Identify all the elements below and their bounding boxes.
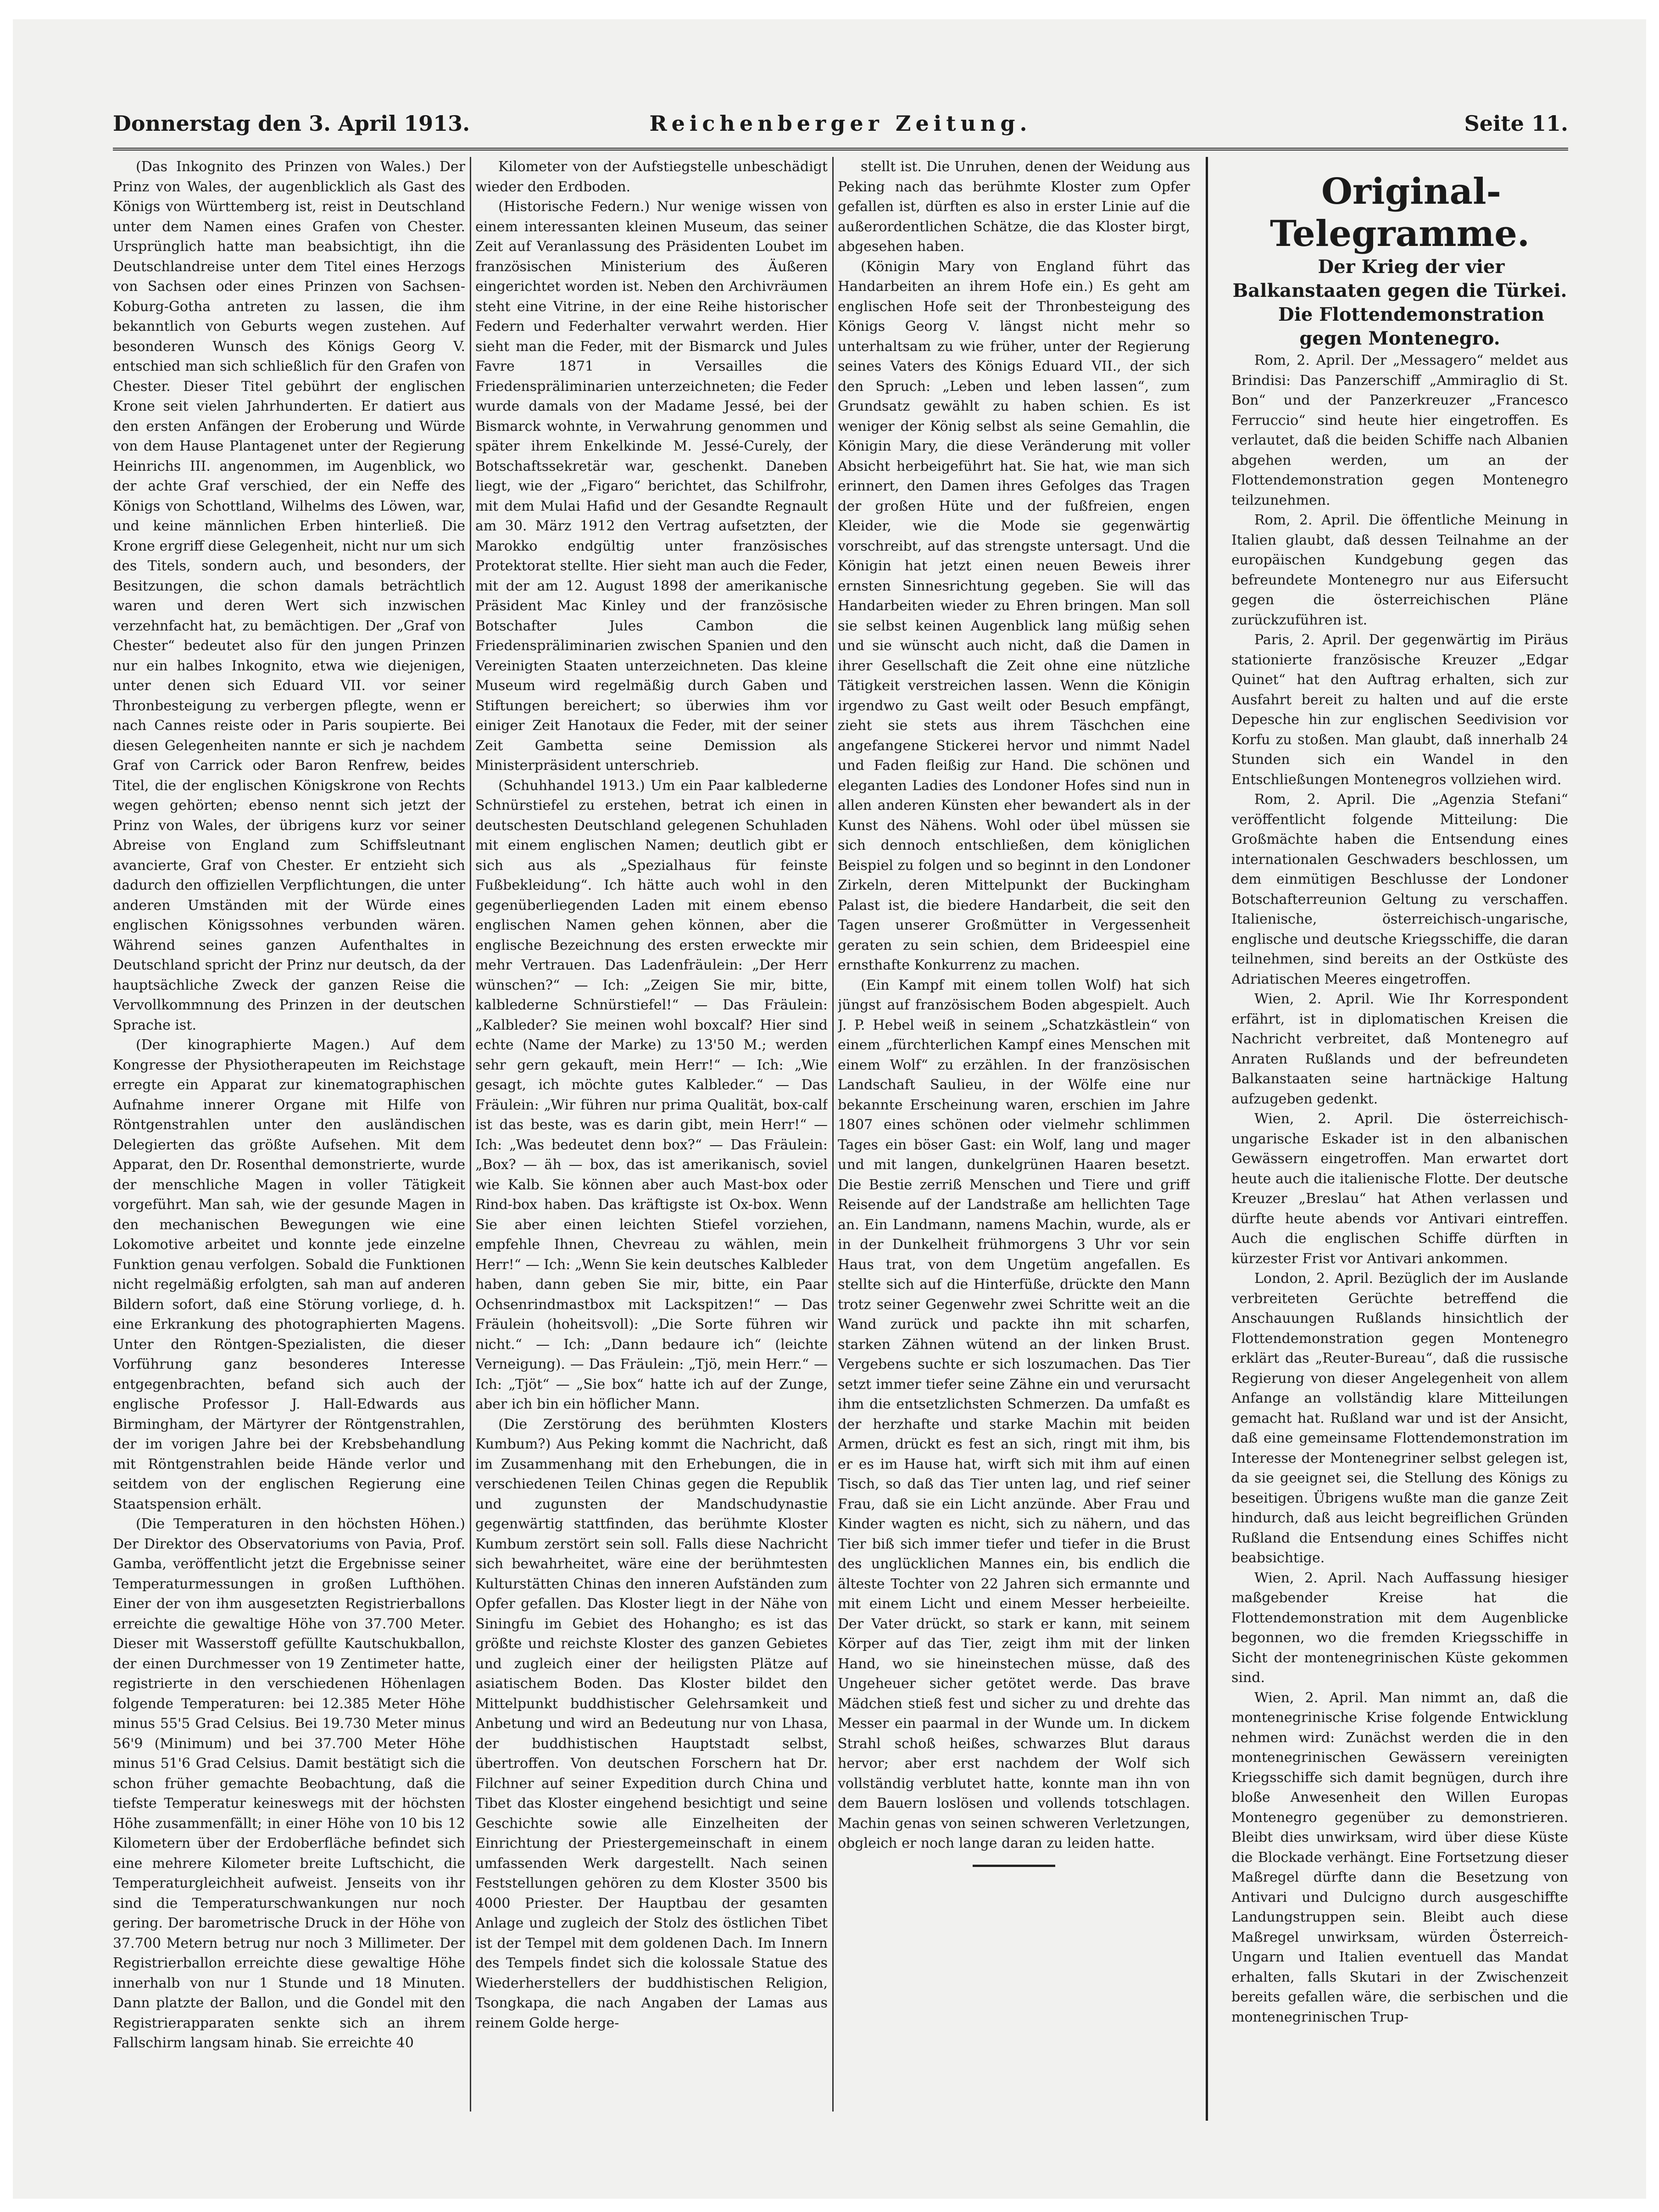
section-subheading: Der Krieg der vier Balkanstaaten gegen die Türkei. bbox=[1232, 256, 1567, 301]
telegram: London, 2. April. Bezüglich der im Auslande verbreiteten Gerüchte betreffend die Anschauungen Rußlands hinsichtlich der Flottendemonstration gegen Montenegro erklärt das „Reuter-Bureau“, daß die russische Regierung von dieser Angelegenheit von allem Anfange an vollständig klare Mitteilungen gemacht hat. Rußland war und ist der Ansicht, daß eine gemeinsame Flottendemonstration im Interesse der Montenegriner selbst gelegen ist, da sie geeignet sei, die Stellung des Königs zu beseitigen. Übrigens wußte man die ganze Zeit hindurch, daß aus leicht begreiflichen Gründen Rußland die Entsendung eines Schiffes nicht beabsichtige. bbox=[1231, 1270, 1568, 1566]
telegram: Wien, 2. April. Die österreichisch-ungarische Eskader ist in den albanischen Gewässern eingetroffen. Man erwartet dort heute auch die italienische Flotte. Der deutsche Kreuzer „Breslau“ hat Athen verlassen und dürfte heute abends vor Antivari eintreffen. Auch die englischen Schiffe dürften in kürzester Frist vor Antivari ankommen. bbox=[1231, 1111, 1568, 1267]
article-prince-of-wales: (Das Inkognito des Prinzen von Wales.) Der Prinz von Wales, der augenblicklich als Gast des Königs von Württemberg ist, reist in Deutschland unter dem Namen eines Grafen von Chester. Ursprünglich hatte man beabsichtigt, ihn die Deutschlandreise unter dem Titel eines Herzogs von Sachsen oder eines Prinzen von Sachsen-Koburg-Gotha antreten zu lassen, die ihm bekanntlich von Geburts wegen zustehen. Auf besonderen Wunsch des Königs Georg V. entschied man sich schließlich für den Grafen von Chester. Dieser Titel gebührt der englischen Krone seit vielen Jahrhunderten. Er datiert aus den ersten Anfängen der Eroberung und Würde von dem Hause Plantagenet unter der Regierung Heinrichs III. angenommen, im Augenblick, wo der achte Graf verschied, der ein Neffe des Königs von Schottland, Wilhelms des Löwen, war, und keine männlichen Erben hinterließ. Die Krone ergriff diese Gelegenheit, nicht nur um sich des Titels, sondern auch, und besonders, der Besitzungen, die schon damals beträchtlich waren und deren Wert sich inzwischen verzehnfacht hat, zu bemächtigen. Der „Graf von Chester“ bedeutet also für den jungen Prinzen nur ein halbes Inkognito, etwa wie diejenigen, unter denen sich Eduard VII. vor seiner Thronbesteigung zu verbergen pflegte, wenn er nach Cannes reiste oder in Paris soupierte. Bei diesen Gelegenheiten nannte er sich je nachdem Graf von Carrick oder Baron Renfrew, beides Titel, die der englischen Königskrone von Rechts wegen gehörten; ebenso nennt sich jetzt der Prinz von Wales, der übrigens kurz vor seiner Abreise von England zum Schiffsleutnant avancierte, Graf von Chester. Er entzieht sich dadurch den offiziellen Verpflichtungen, die unter anderen Umständen mit der Würde eines englischen Königssohnes verbunden wären. Während seines ganzen Aufenthaltes in Deutschland spricht der Prinz nur deutsch, da der hauptsächliche Zweck der ganzen Reise die Vervollkommnung des Prinzen in der deutschen Sprache ist. bbox=[113, 159, 465, 1033]
article-rabid-wolf: (Ein Kampf mit einem tollen Wolf) hat sich jüngst auf französischem Boden abgespielt. Auch J. P. Hebel weiß in seinem „Schatzkästlein“ von einem „fürchterlichen Kampf eines Menschen mit einem Wolf“ zu erzählen. In der französischen Landschaft Saulieu, in der Wölfe eine nur bekannte Erscheinung waren, erschien im Jahre 1807 eines schönen oder vielmehr schlimmen Tages ein böser Gast: ein Wolf, lang und mager und mit langen, dunkelgrünen Haaren besetzt. Die Bestie zerriß Menschen und Tiere und griff Reisende auf der Landstraße am hellichten Tage an. Ein Landmann, namens Machin, wurde, als er in der Dunkelheit frühmorgens 3 Uhr vor sein Haus trat, von dem Ungetüm angefallen. Es stellte sich auf die Hinterfüße, drückte den Mann trotz seiner Gegenwehr zwei Schritte weit an die Wand zurück und packte ihn mit scharfen, starken Zähnen wütend an der linken Brust. Vergebens suchte er sich loszumachen. Das Tier setzt immer tiefer seine Zähne ein und verursacht ihm die entsetzlichsten Schmerzen. Da umfaßt es der herzhafte und starke Machin mit beiden Armen, drückt es fest an sich, ringt mit ihm, bis er es im Hause hat, wirft sich mit ihm auf einen Tisch, so daß das Tier unten lag, und rief seiner Frau, daß sie ein Licht anzünde. Aber Frau und Kinder wagten es nicht, sich zu nähern, und das Tier biß sich immer tiefer und tiefer in die Brust des unglücklichen Mannes ein, bis endlich die älteste Tochter von 22 Jahren sich ermannte und mit einem Licht und einem Messer herbeieilte. Der Vater drückt, so stark er kann, mit seinem Körper auf das Tier, zeigt ihm mit der linken Hand, wo sie hineinstechen müsse, daß des Ungeheuer sicher getötet werde. Das brave Mädchen stieß fest und sicher zu und drehte das Messer ein paarmal in der Wunde um. In dickem Strahl schoß heißes, schwarzes Blut daraus hervor; aber erst nachdem der Wolf sich vollständig verblutet hatte, konnte man ihn von dem Bauern loslösen und vollends totschlagen. Machin genas von seinen schweren Verletzungen, obgleich er noch lange daran zu leiden hatte. bbox=[838, 977, 1190, 1851]
newspaper-title: Reichenberger Zeitung. bbox=[649, 111, 1032, 136]
telegram: Wien, 2. April. Wie Ihr Korrespondent erfährt, ist in diplomatischen Kreisen die Nachricht verbreitet, daß Montenegro auf Anraten Rußlands und der befreundeten Balkanstaaten seine hartnäckige Haltung aufzugeben gedenkt. bbox=[1231, 991, 1568, 1107]
telegram: Rom, 2. April. Die „Agenzia Stefani“ veröffentlicht folgende Mitteilung: Die Großmächte haben die Entsendung eines internationalen Geschwaders beschlossen, um dem einmütigen Beschlusse der Londoner Botschafterreunion Geltung zu verschaffen. Italienische, österreichisch-ungarische, englische und deutsche Kriegsschiffe, die daran teilnehmen, sind bereits an der Ostküste des Adriatischen Meeres eingetroffen. bbox=[1231, 791, 1568, 987]
section-heading: Original-Telegramme. bbox=[1270, 171, 1530, 255]
running-head bbox=[113, 111, 1568, 143]
column-divider bbox=[470, 157, 471, 2112]
header-rule bbox=[113, 148, 1568, 150]
telegram: Rom, 2. April. Der „Messagero“ meldet aus Brindisi: Das Panzerschiff „Ammiraglio di St. Bon“ und der Panzerkreuzer „Francesco Ferruccio“ sind heute hier eingetroffen. Es verlautet, daß die beiden Schiffe nach Albanien abgehen werden, um an der Flottendemonstration gegen Montenegro teilzunehmen. bbox=[1231, 352, 1568, 508]
section-subheading: Die Flottendemonstration gegen Montenegro. bbox=[1278, 304, 1544, 349]
column-3 bbox=[838, 157, 1190, 2112]
article-continuation: Kilometer von der Aufstiegstelle unbeschädigt wieder den Erdboden. bbox=[475, 159, 828, 195]
telegram: Rom, 2. April. Die öffentliche Meinung in Italien glaubt, daß dessen Teilnahme an der europäischen Kundgebung gegen das befreundete Montenegro nur aus Eifersucht gegen die österreichischen Pläne zurückzuführen ist. bbox=[1231, 512, 1568, 628]
telegram: Paris, 2. April. Der gegenwärtig im Piräus stationierte französische Kreuzer „Edgar Quinet“ hat den Auftrag erhalten, sich zur Ausfahrt bereit zu halten und auf die erste Depesche hin zur englischen Seedivision vor Korfu zu stoßen. Man glaubt, daß innerhalb 24 Stunden sich ein Wandel in den Entschließungen Montenegros vollziehen wird. bbox=[1231, 632, 1568, 788]
article-temperatures: (Die Temperaturen in den höchsten Höhen.) Der Direktor des Observatoriums von Pavia, Prof. Gamba, veröffentlicht jetzt die Ergebnisse seiner Temperaturmessungen in großen Lufthöhen. Einer der von ihm ausgesetzten Registrierballons erreichte die gewaltige Höhe von 37.700 Meter. Dieser mit Wasserstoff gefüllte Kautschukballon, der einen Durchmesser von 19 Zentimeter hatte, registrierte in den verschiedenen Höhenlagen folgende Temperaturen: bei 12.385 Meter Höhe minus 55'5 Grad Celsius. Bei 19.730 Meter minus 56'9 (Minimum) und bei 37.700 Meter Höhe minus 51'6 Grad Celsius. Damit bestätigt sich die schon früher gemachte Beobachtung, daß die tiefste Temperatur keineswegs mit der höchsten Höhe zusammenfällt; in einer Höhe von 10 bis 12 Kilometern über der Erdoberfläche befindet sich eine mehrere Kilometer breite Luftschicht, die Temperaturgleichheit aufweist. Jenseits von ihr sind die Temperaturschwankungen nur noch gering. Der barometrische Druck in der Höhe von 37.700 Metern betrug nur noch 3 Millimeter. Der Registrierballon erreichte diese gewaltige Höhe innerhalb von nur 1 Stunde und 18 Minuten. Dann platzte der Ballon, und die Gondel mit den Registrierapparaten senkte sich an ihrem Fallschirm langsam hinab. Sie erreichte 40 bbox=[113, 1516, 465, 2051]
page-number: Seite 11. bbox=[1464, 111, 1568, 136]
column-4 bbox=[1231, 171, 1568, 2125]
article-kumbum-monastery: (Die Zerstörung des berühmten Klosters Kumbum?) Aus Peking kommt die Nachricht, daß im Zusammenhang mit den Erhebungen, die in verschiedenen Teilen Chinas gegen die Republik und zugunsten der Mandschudynastie gegenwärtig stattfinden, das berühmte Kloster Kumbum zerstört sein soll. Falls diese Nachricht sich bewahrheitet, wäre eine der berühmtesten Kulturstätten Chinas den inneren Aufständen zum Opfer gefallen. Das Kloster liegt in der Nähe von Siningfu im Gebiet des Hohangho; es ist das größte und reichste Kloster des ganzen Gebietes und zugleich einer der heiligsten Plätze auf asiatischem Boden. Das Kloster bildet den Mittelpunkt buddhistischer Gelehrsamkeit und Anbetung und wird an Bedeutung nur von Lhasa, der buddhistischen Hauptstadt selbst, übertroffen. Von deutschen Forschern hat Dr. Filchner auf seiner Expedition durch China und Tibet das Kloster eingehend besichtigt und seine Geschichte sowie alle Einzelheiten der Einrichtung der Priestergemeinschaft in einem umfassenden Werk dargestellt. Nach seinen Feststellungen gehören zu dem Kloster 3500 bis 4000 Priester. Der Hauptbau der gesamten Anlage und zugleich der Stolz des östlichen Tibet ist der Tempel mit dem goldenen Dach. Im Innern des Tempels findet sich die kolossale Statue des Wiederherstellers der buddhistischen Religion, Tsongkapa, die nach Angaben der Lamas aus reinem Golde herge- bbox=[475, 1416, 828, 2031]
telegram: Wien, 2. April. Man nimmt an, daß die montenegrinische Krise folgende Entwicklung nehmen wird: Zunächst werden die in den montenegrinischen Gewässern vereinigten Kriegsschiffe sich damit begnügen, durch ihre bloße Anwesenheit den Willen Europas Montenegro gegenüber zu demonstrieren. Bleibt dies unwirksam, wird über diese Küste die Blockade verhängt. Eine Fortsetzung dieser Maßregel dürfte dann die Besetzung von Antivari und Dulcigno durch ausgeschiffte Landungstruppen sein. Bleibt auch diese Maßregel unwirksam, würden Österreich-Ungarn und Italien eventuell das Mandat erhalten, falls Skutari in der Zwischenzeit bereits gefallen wäre, die serbischen und die montenegrinischen Trup- bbox=[1231, 1689, 1568, 2025]
article-historic-pens: (Historische Federn.) Nur wenige wissen von einem interessanten kleinen Museum, das seiner Zeit auf Veranlassung des Präsidenten Loubet im französischen Ministerium des Äußeren eingerichtet worden ist. Neben den Archivräumen steht eine Vitrine, in der eine Reihe historischer Federn und Federhalter verwahrt werden. Hier sieht man die Feder, mit der Bismarck und Jules Favre 1871 in Versailles die Friedenspräliminarien unterzeichneten; die Feder wurde damals von der Madame Jessé, bei der Bismarck wohnte, in Verwahrung genommen und später ihrem Enkelkinde M. Jessé-Curely, der Botschaftssekretär war, geschenkt. Daneben liegt, wie der „Figaro“ berichtet, das Schilfrohr, mit dem Mulai Hafid und der Gesandte Regnault am 30. März 1912 den Vertrag aufsetzten, der Marokko endgültig unter französisches Protektorat stellte. Hier sieht man auch die Feder, mit der am 12. August 1898 der amerikanische Präsident Mac Kinley und der französische Botschafter Jules Cambon die Friedenspräliminarien zwischen Spanien und den Vereinigten Staaten unterzeichneten. Das kleine Museum wird regelmäßig durch Gaben und Stiftungen bereichert; so überwies ihm vor einiger Zeit Hanotaux die Feder, mit der seiner Zeit Gambetta seine Demission als Ministerpräsident unterschrieb. bbox=[475, 199, 828, 774]
column-2 bbox=[475, 157, 828, 2112]
column-1 bbox=[113, 157, 465, 2112]
end-rule bbox=[973, 1865, 1055, 1867]
telegram: Wien, 2. April. Nach Auffassung hiesiger maßgebender Kreise hat die Flottendemonstration mit dem Augenblicke begonnen, wo die fremden Kriegsschiffe in Sicht der montenegrinischen Küste gekommen sind. bbox=[1231, 1570, 1568, 1686]
article-continuation: stellt ist. Die Unruhen, denen der Weidung aus Peking nach das berühmte Kloster zum Opfer gefallen ist, dürften es also in erster Linie auf die außerordentlichen Schätze, die das Kloster birgt, abgesehen haben. bbox=[838, 159, 1190, 255]
article-shoe-trade: (Schuhhandel 1913.) Um ein Paar kalblederne Schnürstiefel zu erstehen, betrat ich einen in deutschesten Deutschland gelegenen Schuhladen mit einem englischen Namen; deutlich gibt er sich aus als „Spezialhaus für feinste Fußbekleidung“. Ich hätte auch wohl in den gegenüberliegenden Laden mit einem ebenso englischen Namen gehen können, aber die englische Bezeichnung des ersten erweckte mir mehr Vertrauen. Das Ladenfräulein: „Der Herr wünschen?“ — Ich: „Zeigen Sie mir, bitte, kalblederne Schnürstiefel!“ — Das Fräulein: „Kalbleder? Sie meinen wohl boxcalf? Hier sind echte (Name der Marke) zu 13'50 M.; werden sehr gern gekauft, mein Herr!“ — Ich: „Wie gesagt, ich möchte gutes Kalbleder.“ — Das Fräulein: „Wir führen nur prima Qualität, box-calf ist das beste, was es darin gibt, mein Herr!“ — Ich: „Was bedeutet denn box?“ — Das Fräulein: „Box? — äh — box, das ist amerikanisch, soviel wie Kalb. Sie können aber auch Mast-box oder Rind-box haben. Das kräftigste ist Ox-box. Wenn Sie aber einen leichten Stiefel vorziehen, empfehle Ihnen, Chevreau zu wählen, mein Herr!“ — Ich: „Wenn Sie kein deutsches Kalbleder haben, dann geben Sie mir, bitte, ein Paar Ochsenrindmastbox mit Lackspitzen!“ — Das Fräulein (hoheitsvoll): „Die Sorte führen wir nicht.“ — Ich: „Dann bedaure ich“ (leichte Verneigung). — Das Fräulein: „Tjö, mein Herr.“ — Ich: „Tjöt“ — „Sie box“ hatte ich auf der Zunge, aber ich bin ein höflicher Mann. bbox=[475, 777, 828, 1412]
issue-date: Donnerstag den 3. April 1913. bbox=[113, 111, 470, 136]
newspaper-page bbox=[13, 19, 1646, 2199]
column-divider bbox=[832, 157, 834, 2112]
column-divider bbox=[1206, 157, 1208, 2121]
article-queen-mary: (Königin Mary von England führt das Handarbeiten an ihrem Hofe ein.) Es geht am englischen Hofe seit der Thronbesteigung des Königs Georg V. längst nicht mehr so unterhaltsam zu wie früher, unter der Regierung seines Vaters des Königs Eduard VII., der sich den Spruch: „Leben und leben lassen“, zum Grundsatz gewählt zu haben schien. Es ist weniger der König selbst als seine Gemahlin, die Königin Mary, die diese Veränderung mit voller Absicht herbeigeführt hat. Sie hat, wie man sich erinnert, den Damen ihres Gefolges das Tragen der großen Hüte und der fußfreien, engen Kleider, wie die Mode sie gegenwärtig vorschreibt, auf das strengste untersagt. Und die Königin hat jetzt einen neuen Beweis ihrer ernsten Sinnesrichtung gegeben. Sie will das Handarbeiten wieder zu Ehren bringen. Man soll sie selbst keinen Augenblick lang müßig sehen und sie wünscht auch nicht, daß die Damen in ihrer Gesellschaft die Zeit ohne eine nützliche Tätigkeit verstreichen lassen. Wenn die Königin irgendwo zu Gast weilt oder Besuch empfängt, zieht sie stets aus ihrem Täschchen eine angefangene Stickerei hervor und nimmt Nadel und Faden fleißig zur Hand. Die schönen und eleganten Ladies des Londoner Hofes sind nun in allen anderen Künsten eher bewandert als in der Kunst des Nähens. Wohl oder übel müssen sie sich dennoch entschließen, dem königlichen Beispiel zu folgen und so beginnt in den Londoner Zirkeln, deren Mittelpunkt der Buckingham Palast ist, die biedere Handarbeit, die seit den Tagen unserer Großmütter in Vergessenheit geraten zu sein schien, dem Brideespiel eine ernsthafte Konkurrenz zu machen. bbox=[838, 258, 1190, 973]
article-kinographed-stomach: (Der kinographierte Magen.) Auf dem Kongresse der Physiotherapeuten im Reichstage erregte ein Apparat zur kinematographischen Aufnahme innerer Organe mit Hilfe von Röntgenstrahlen unter den ausländischen Delegierten das größte Aufsehen. Mit dem Apparat, den Dr. Rosenthal demonstrierte, wurde der menschliche Magen in voller Tätigkeit vorgeführt. Man sah, wie der gesunde Magen in den mechanischen Bewegungen wie eine Lokomotive arbeitet und konnte jede einzelne Funktion genau verfolgen. Sobald die Funktionen nicht regelmäßig erfolgten, sah man auf anderen Bildern sofort, daß eine Störung vorliege, d. h. eine Erkrankung des photographierten Magens. Unter den Röntgen-Spezialisten, die dieser Vorführung ganz besonderes Interesse entgegenbrachten, befand sich auch der englische Professor J. Hall-Edwards aus Birmingham, der Märtyrer der Röntgenstrahlen, der im vorigen Jahre bei der Krebsbehandlung mit Röntgenstrahlen beide Hände verlor und seitdem von der englischen Regierung eine Staatspension erhält. bbox=[113, 1037, 465, 1512]
